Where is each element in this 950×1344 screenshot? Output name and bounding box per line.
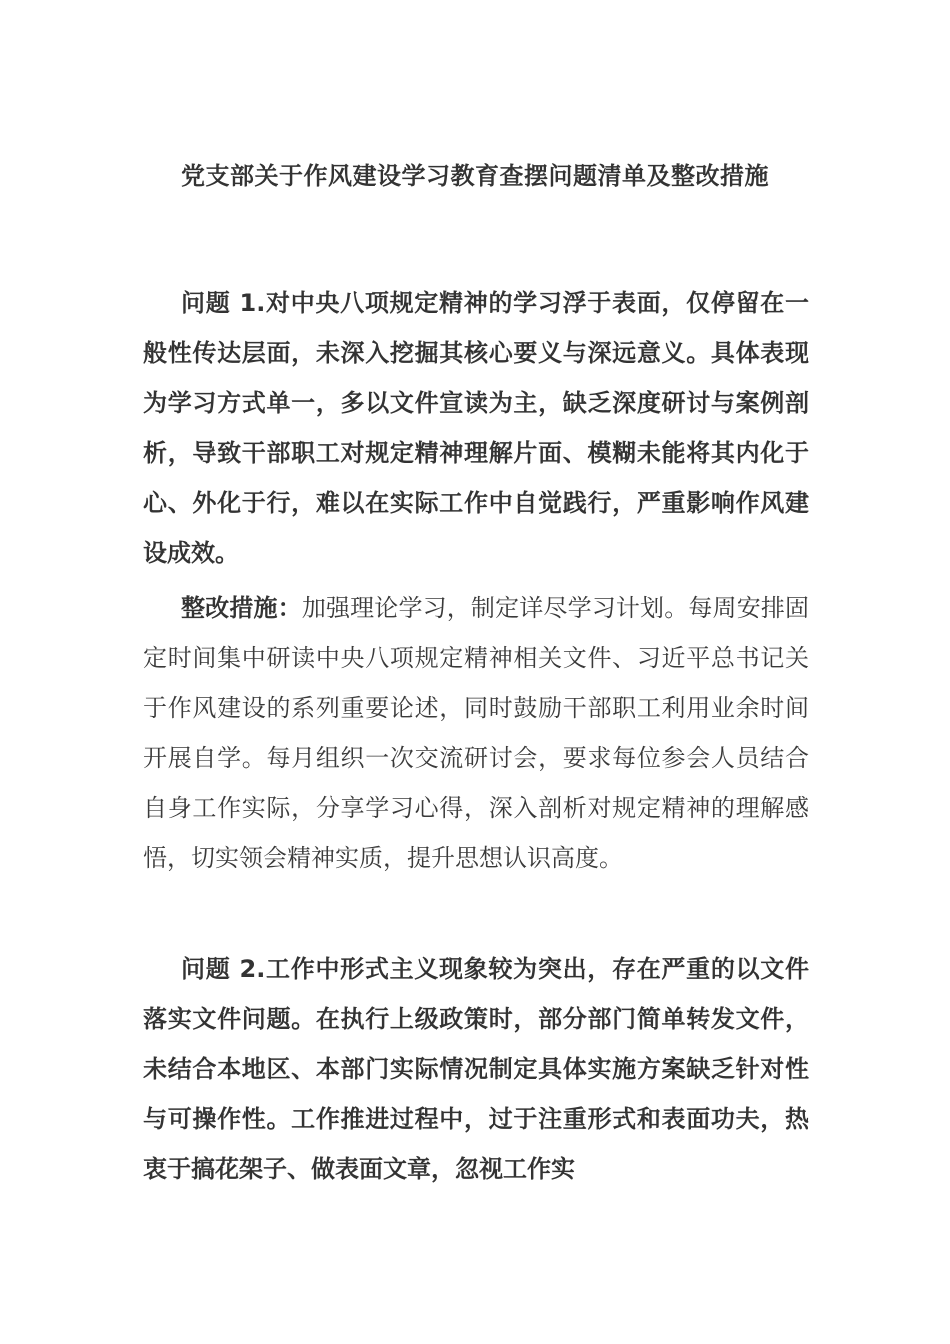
problem-1-text: 问题 1.对中央八项规定精神的学习浮于表面，仅停留在一般性传达层面，未深入挖掘其核心要义与深远意义。具体表现为学习方式单一，多以文件宣读为主，缺乏深度研讨与案例剖析，导致干部职工对规定精神理解片面、模糊未能将其内化于心、外化于行，难以在实际工作中自觉践行，严重影响作风建设成效。 [143,289,809,567]
problem-2-text: 问题 2.工作中形式主义现象较为突出，存在严重的以文件落实文件问题。在执行上级政策时，部分部门简单转发文件，未结合本地区、本部门实际情况制定具体实施方案缺乏针对性与可操作性。工作推进过程中，过于注重形式和表面功夫，热衷于搞花架子、做表面文章，忽视工作实 [143,955,809,1183]
measure-1-label: 整改措施： [181,594,302,622]
measure-1-text: 加强理论学习，制定详尽学习计划。每周安排固定时间集中研读中央八项规定精神相关文件、习近平总书记关于作风建设的系列重要论述，同时鼓励干部职工利用业余时间开展自学。每月组织一次交流研讨会，要求每位参会人员结合自身工作实际，分享学习心得，深入剖析对规定精神的理解感悟，切实领会精神实质，提升思想认识高度。 [143,594,810,872]
measure-1-section [143,583,809,883]
problem-2-section [143,944,809,1194]
document-title: 党支部关于作风建设学习教育查摆问题清单及整改措施 [181,162,769,190]
measure-1-paragraph [143,583,809,883]
problem-1-section [143,278,809,578]
